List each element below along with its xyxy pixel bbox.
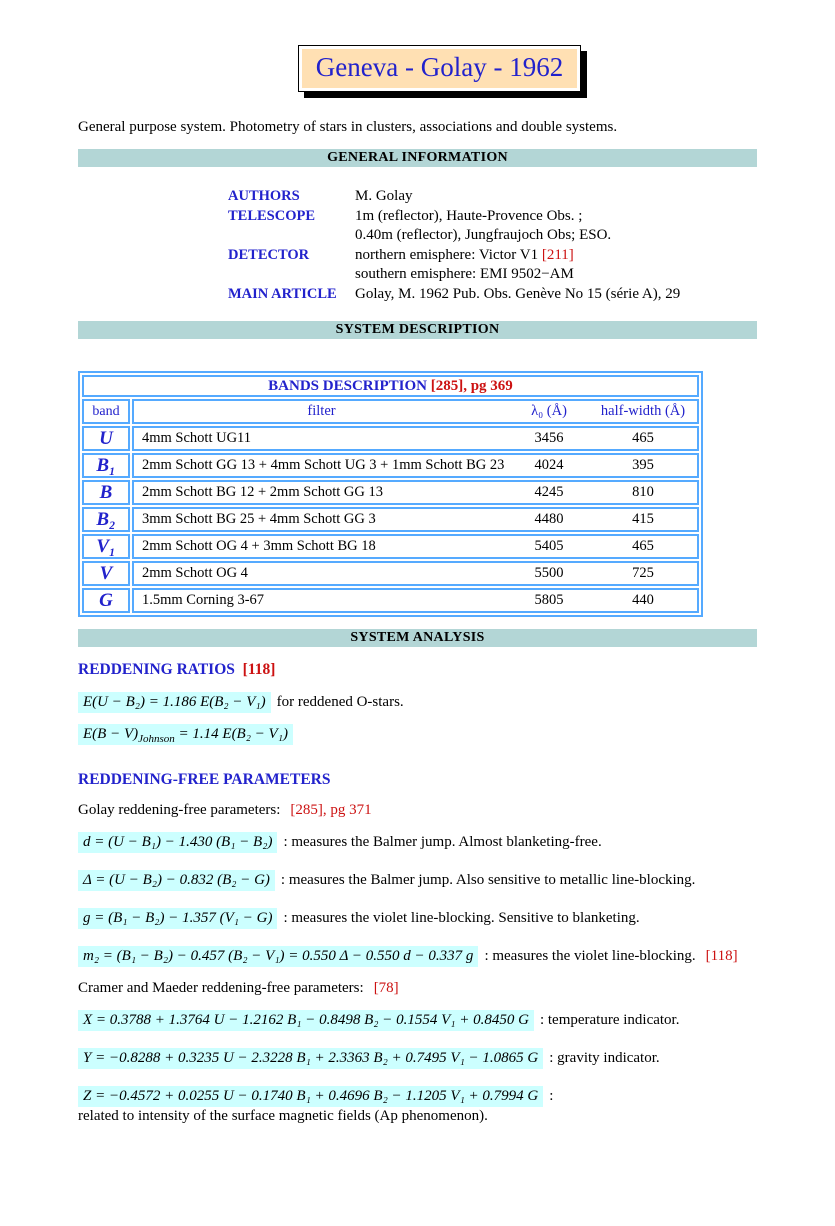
formula-y-note: : gravity indicator.: [549, 1050, 660, 1066]
bands-table-title-row: [82, 375, 699, 397]
formula-line-m2: [78, 948, 835, 965]
reddening-ratios-title: REDDENING RATIOS: [78, 661, 235, 678]
telescope-value: [355, 207, 611, 246]
formula-z-colon: :: [549, 1088, 554, 1104]
formula-g-note: : measures the violet line-blocking. Sensitive to blanketing.: [283, 910, 640, 926]
band-filter: 2mm Schott GG 13 + 4mm Schott UG 3 + 1mm Schott BG 23: [142, 457, 505, 473]
formula-line-g: [78, 910, 835, 927]
detector-line-1-text: northern emisphere: Victor V1: [355, 246, 542, 263]
formula-ebv-johnson: [78, 724, 293, 745]
formula-delta: Δ = (U − B₂) − 0.832 (B₂ − G): [78, 870, 275, 891]
detector-line-2: southern emisphere: EMI 9502−AM: [355, 266, 574, 282]
formula-m2-note-text: : measures the violet line-blocking.: [484, 948, 696, 964]
bands-table-title: BANDS DESCRIPTION: [268, 377, 427, 394]
ref-link-118-m2[interactable]: [118]: [705, 948, 738, 964]
ref-link-78[interactable]: [78]: [373, 980, 399, 996]
band-row-B1: [82, 453, 699, 478]
section-header-system-description: SYSTEM DESCRIPTION: [78, 321, 757, 339]
formula-x-note: : temperature indicator.: [539, 1012, 680, 1028]
band-filter: 1.5mm Corning 3-67: [142, 592, 265, 608]
band-name: B₂: [96, 508, 116, 530]
telescope-label: TELESCOPE: [228, 207, 316, 224]
reddening-ratios-heading: [78, 661, 835, 679]
intro-text: General purpose system. Photometry of stars in clusters, associations and double systems.: [78, 119, 618, 135]
formula-y: Y = −0.8288 + 0.3235 U − 2.3228 B₁ + 2.3363 B₂ + 0.7495 V₁ − 1.0865 G: [78, 1048, 543, 1069]
band-half-width: 810: [632, 484, 654, 500]
col-header-filter: filter: [307, 403, 336, 419]
reddening-free-heading: REDDENING-FREE PARAMETERS: [78, 771, 331, 788]
formula-line-d: [78, 834, 835, 851]
bands-table-header-row: [82, 399, 699, 424]
info-row-main-article: [228, 285, 835, 305]
formula-x: X = 0.3788 + 1.3764 U − 1.2162 B₁ − 0.8498 B₂ − 0.1554 V₁ + 0.8450 G: [78, 1010, 534, 1031]
formula-line-x: [78, 1012, 835, 1029]
band-name: U: [99, 427, 113, 449]
band-name: B₁: [96, 454, 116, 476]
formula-line-eub2: [78, 694, 835, 711]
info-row-detector: [228, 246, 835, 285]
band-half-width: 725: [632, 565, 654, 581]
golay-parameters-text: Golay reddening-free parameters:: [78, 802, 281, 818]
band-name: V: [99, 562, 113, 584]
page-title: Geneva - Golay - 1962: [302, 49, 577, 88]
col-header-band: band: [82, 399, 130, 424]
section-header-general-information: GENERAL INFORMATION: [78, 149, 757, 167]
bands-table: [78, 371, 703, 617]
band-row-B2: [82, 507, 699, 532]
page-title-box: [298, 45, 581, 92]
authors-label: AUTHORS: [228, 188, 300, 204]
ref-link-211[interactable]: [211]: [541, 246, 574, 263]
main-article-value: Golay, M. 1962 Pub. Obs. Genève No 15 (série A), 29: [355, 285, 681, 302]
section-header-system-analysis: SYSTEM ANALYSIS: [78, 629, 757, 647]
band-half-width: 395: [632, 457, 654, 473]
formula-line-y: [78, 1050, 835, 1067]
info-row-telescope: [228, 207, 835, 246]
formula-d-note: : measures the Balmer jump. Almost blanketing-free.: [283, 834, 602, 850]
band-filter: 2mm Schott OG 4: [142, 565, 248, 581]
formula-ebv-pre: E(B − V): [83, 726, 139, 742]
ref-link-285-pg371[interactable]: [285], pg 371: [290, 802, 372, 818]
band-half-width: 465: [632, 538, 654, 554]
formula-ebv-post: = 1.14 E(B₂ − V₁): [174, 726, 288, 742]
band-row-U: [82, 426, 699, 451]
formula-z: Z = −0.4572 + 0.0255 U − 0.1740 B₁ + 0.4696 B₂ − 1.1205 V₁ + 0.7994 G: [78, 1086, 543, 1107]
band-half-width: 465: [632, 430, 654, 446]
authors-value: M. Golay: [355, 188, 413, 204]
formula-z-note: related to intensity of the surface magnetic fields (Ap phenomenon).: [78, 1108, 488, 1124]
info-row-authors: [228, 187, 835, 207]
band-name: G: [99, 589, 113, 611]
detector-label: DETECTOR: [228, 246, 310, 263]
band-filter: 2mm Schott OG 4 + 3mm Schott BG 18: [142, 538, 376, 554]
band-lambda: 3456: [534, 430, 564, 446]
golay-parameters-label: [78, 802, 835, 819]
formula-delta-note: : measures the Balmer jump. Also sensitive to metallic line-blocking.: [280, 872, 696, 888]
formula-d: d = (U − B₁) − 1.430 (B₁ − B₂): [78, 832, 277, 853]
formula-ebv-subscript: Johnson: [138, 733, 175, 745]
main-article-label: MAIN ARTICLE: [228, 285, 337, 302]
telescope-line-2: 0.40m (reflector), Jungfraujoch Obs; ESO.: [355, 227, 612, 243]
formula-line-z: [78, 1088, 835, 1105]
band-row-G: [82, 588, 699, 613]
col-header-lambda: λ₀ (Å): [531, 403, 567, 419]
cramer-parameters-text: Cramer and Maeder reddening-free parameters:: [78, 980, 364, 996]
band-row-B: [82, 480, 699, 505]
formula-m2: m₂ = (B₁ − B₂) − 0.457 (B₂ − V₁) = 0.550 Δ − 0.550 d − 0.337 g: [78, 946, 478, 967]
band-lambda: 5405: [534, 538, 564, 554]
band-lambda: 4245: [534, 484, 564, 500]
cramer-parameters-label: [78, 980, 835, 997]
band-half-width: 415: [632, 511, 654, 527]
band-half-width: 440: [632, 592, 654, 608]
ref-link-285-pg369[interactable]: [285], pg 369: [430, 377, 513, 394]
band-lambda: 4024: [534, 457, 564, 473]
band-filter: 3mm Schott BG 25 + 4mm Schott GG 3: [142, 511, 376, 527]
band-lambda: 5500: [534, 565, 564, 581]
col-header-half-width: half-width (Å): [600, 403, 686, 419]
formula-g: g = (B₁ − B₂) − 1.357 (V₁ − G): [78, 908, 277, 929]
detector-line-1: [355, 246, 574, 266]
formula-eub2: E(U − B₂) = 1.186 E(B₂ − V₁): [78, 692, 271, 713]
band-lambda: 5805: [534, 592, 564, 608]
band-row-V: [82, 561, 699, 586]
detector-value: [355, 246, 574, 285]
general-info-block: [228, 187, 835, 304]
band-name: B: [99, 481, 113, 503]
formula-m2-note: [478, 948, 737, 964]
band-lambda: 4480: [534, 511, 564, 527]
band-row-V1: [82, 534, 699, 559]
formula-line-ebv: [78, 726, 835, 745]
formula-eub2-note: for reddened O-stars.: [276, 694, 404, 710]
band-filter: 4mm Schott UG11: [142, 430, 252, 446]
band-name: V₁: [96, 535, 116, 557]
formula-line-delta: [78, 872, 835, 889]
band-filter: 2mm Schott BG 12 + 2mm Schott GG 13: [142, 484, 383, 500]
telescope-line-1: 1m (reflector), Haute-Provence Obs. ;: [355, 207, 583, 224]
ref-link-118[interactable]: [118]: [242, 661, 276, 678]
